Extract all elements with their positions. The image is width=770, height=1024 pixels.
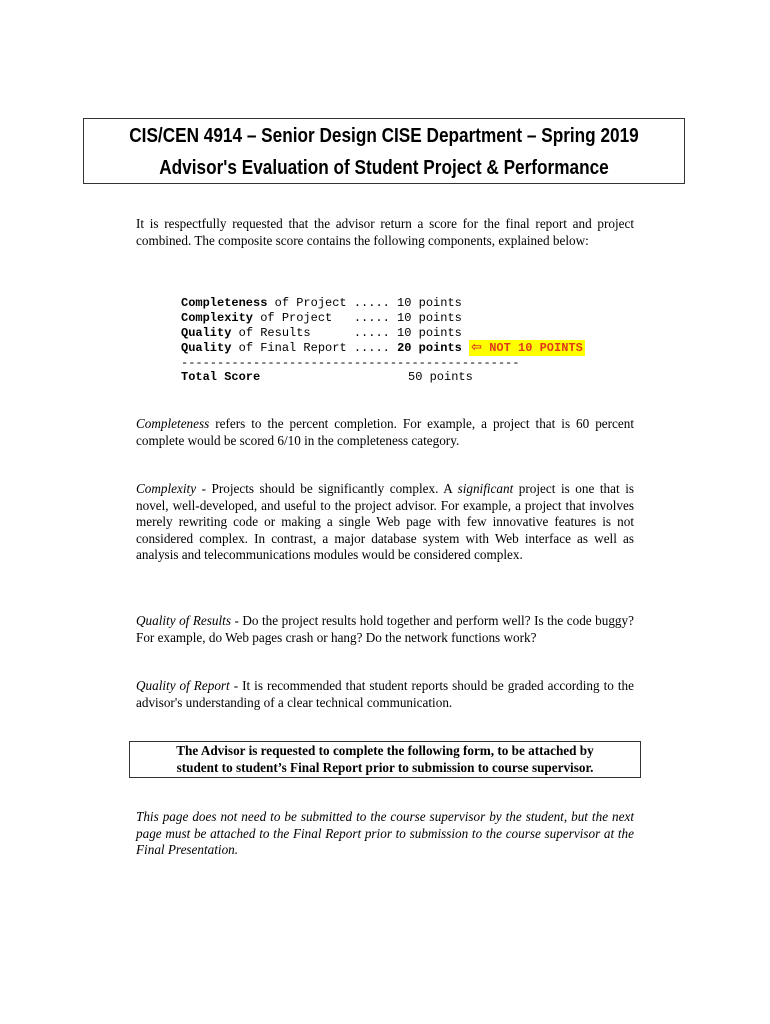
complexity-text: - Projects should be significantly complex. A: [196, 481, 458, 496]
advisor-notice-box: [129, 741, 641, 778]
score-row-label: Complexity: [181, 311, 254, 325]
score-row-points: 20 points: [397, 341, 462, 355]
report-term: Quality of Report: [136, 678, 230, 693]
score-row-value: of Results ..... 10 points: [231, 326, 462, 340]
score-row-completeness: [181, 296, 462, 311]
course-title: CIS/CEN 4914 – Senior Design CISE Department – Spring 2019: [129, 125, 639, 147]
report-text: - It is recommended that student reports should be graded according to the advisor's understanding of a clear technical communication.: [136, 678, 634, 710]
notice-line-1: The Advisor is requested to complete the following form, to be attached by: [176, 743, 594, 758]
completeness-paragraph: [136, 416, 634, 449]
report-paragraph: [136, 678, 634, 711]
results-text: - Do the project results hold together and perform well? Is the code buggy? For example, do Web pages crash or hang? Do the network functions work?: [136, 613, 634, 645]
note-text: NOT 10 POINTS: [489, 341, 583, 355]
footer-note: This page does not need to be submitted to the course supervisor by the student, but the next page must be attached to the Final Report prior to submission to the course supervisor at the Final Presentation.: [136, 809, 634, 857]
score-row-results: [181, 326, 462, 341]
not-ten-points-note: [469, 340, 585, 356]
score-row-value: of Final Report .....: [231, 341, 398, 355]
complexity-paragraph: [136, 481, 634, 564]
score-divider: -----------------------------------------------: [181, 356, 520, 370]
complexity-term: Complexity: [136, 481, 197, 496]
completeness-term: Completeness: [136, 416, 210, 431]
title-box: [83, 118, 685, 184]
significant-em: significant: [457, 481, 514, 496]
score-row-value: of Project ..... 10 points: [267, 296, 462, 310]
form-title: Advisor's Evaluation of Student Project & Performance: [159, 157, 609, 179]
left-arrow-icon: ⇦: [471, 340, 482, 355]
notice-line-2: student to student’s Final Report prior to submission to course supervisor.: [176, 759, 594, 775]
total-score-label: Total Score: [181, 370, 261, 384]
results-paragraph: [136, 613, 634, 646]
complexity-text-cont: project is one that is novel, well-developed, and useful to the project advisor. For example, a project that involves merely rewriting code or making a single Web page with few innovative features is not considered complex. In contrast, a major database system with Web interface as well as analysis and telecommunications modules would be considered complex.: [136, 481, 634, 562]
intro-paragraph: It is respectfully requested that the advisor return a score for the final report and project combined. The composite score contains the following components, explained below:: [136, 216, 634, 248]
score-row-label: Quality: [181, 326, 232, 340]
completeness-text: refers to the percent completion. For example, a project that is 60 percent complete would be scored 6/10 in the completeness category.: [136, 416, 634, 448]
score-row-report: [181, 341, 585, 356]
score-row-value: of Project ..... 10 points: [253, 311, 462, 325]
results-term: Quality of Results: [136, 613, 231, 628]
score-row-label: Quality: [181, 341, 232, 355]
score-row-label: Completeness: [181, 296, 268, 310]
total-score-row: [181, 370, 473, 385]
score-row-complexity: [181, 311, 462, 326]
total-score-value: 50 points: [408, 370, 473, 384]
